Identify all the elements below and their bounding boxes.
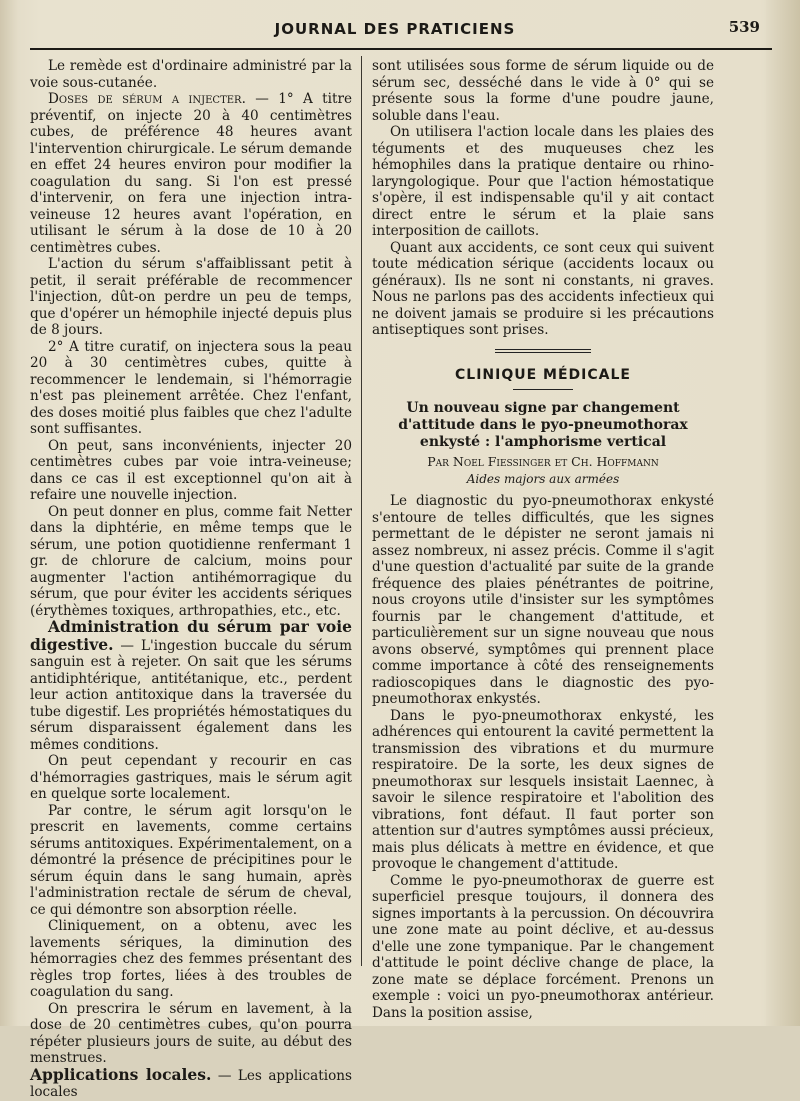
column-divider [361,56,362,966]
paragraph-text: — L'ingestion buccale du sérum sanguin est à rejeter. On sait que les sérums antidiphtérique, antitétanique, etc., perdent leur action antitoxique dans la traversée du tube digestif. Les propriétés hémostatiques du sérum disparaissent également dans les mêmes conditions. [30,637,352,753]
left-column [30,58,352,1101]
paragraph: On utilisera l'action locale dans les plaies des téguments et des muqueuses chez les hémophiles dans la pratique dentaire ou rhino-laryngologique. Pour que l'action hémostatique s'opère, il est indispensable qu'il y ait contact direct entre le sérum et la plaie sans interposition de caillots. [372,124,714,239]
paragraph: Par contre, le sérum agit lorsqu'on le prescrit en lavements, comme certains sérums antitoxiques. Expérimentalement, on a démontré la présence de précipitines pour le sérum équin dans le sang humain, après l'administration rectale de sérum de cheval, ce qui démontre son absorption réelle. [30,802,352,918]
section-title: CLINIQUE MÉDICALE [455,366,631,383]
paragraph: L'action du sérum s'affaiblissant petit à petit, il serait préférable de recommencer l'injection, dût-on perdre un peu de temps, que d'opérer un hémophile injecté depuis plus de 8 jours. [30,256,352,338]
journal-title: JOURNAL DES PRATICIENS [274,20,516,38]
authors-affiliation: Aides majors aux armées [466,471,620,486]
article-title: Un nouveau signe par changement d'attitude dans le pyo-pneumothorax enkysté : l'amphorisme vertical [398,400,688,450]
paragraph: Quant aux accidents, ce sont ceux qui suivent toute médication sérique (accidents locaux ou généraux). Ils ne sont ni constants, ni graves. Nous ne parlons pas des accidents infectieux qui ne doivent jamais se produire si les précautions antiseptiques sont prises. [372,239,714,338]
page-number: 539 [728,18,760,36]
paragraph: Le remède est d'ordinaire administré par la voie sous-cutanée. [30,58,352,91]
header-rule [30,48,772,50]
subheading: Applications locales. [30,1064,212,1084]
paragraph: 2° A titre curatif, on injectera sous la peau 20 à 30 centimètres cubes, quitte à recommencer le lendemain, si l'hémorragie n'est pas pleinement arrêtée. Chez l'enfant, des doses moitié plus faibles que chez l'adulte sont suffisantes. [30,338,352,437]
section-underline [513,389,573,390]
paragraph: Comme le pyo-pneumothorax de guerre est superficiel presque toujours, il donnera des signes importants à la percussion. On découvrira une zone mate au point déclive, et au-dessus d'elle une zone tympanique. Par le changement d'attitude le point déclive change de place, la zone mate se déplace forcément. Prenons un exemple : voici un pyo-pneumothorax antérieur. Dans la position assise, [372,872,714,1021]
paragraph: On peut donner en plus, comme fait Netter dans la diphtérie, en même temps que le sérum, une potion quotidienne renfermant 1 gr. de chlorure de calcium, moins pour augmenter l'action antihémorragique du sérum, que pour éviter les accidents sériques (érythèmes toxiques, arthropathies, etc., etc. [30,503,352,619]
page-header [30,14,760,44]
paragraph: On peut cependant y recourir en cas d'hémorragies gastriques, mais le sérum agit en quelque sorte localement. [30,753,352,802]
right-column [372,58,714,1021]
paragraph: On peut, sans inconvénients, injecter 20 centimètres cubes par voie intra-veineuse; dans ce cas il est exceptionnel qu'on ait à refaire une nouvelle injection. [30,437,352,503]
paragraph-text: — 1° A titre préventif, on injecte 20 à 40 centimètres cubes, de préférence 48 heures avant l'intervention chirurgicale. Le sérum demande en effet 24 heures environ pour modifier la coagulation du sang. Si l'on est pressé d'intervenir, on fera une injection intra-veineuse 12 heures avant l'opération, en utilisant le sérum à la dose de 10 à 20 centimètres cubes. [30,91,352,256]
paragraph: Cliniquement, on a obtenu, avec les lavements sériques, la diminution des hémorragies chez des femmes présentant des règles trop fortes, liées à des troubles de coagulation du sang. [30,918,352,1000]
paragraph: sont utilisées sous forme de sérum liquide ou de sérum sec, desséché dans le vide à 0° qui se présente sous la forme d'une poudre jaune, soluble dans l'eau. [372,58,714,124]
subheading: Administration du sérum par voie digestive. [30,617,352,654]
paragraph [30,619,352,753]
paragraph: On prescrira le sérum en lavement, à la dose de 20 centimètres cubes, qu'on pourra répéter plusieurs jours de suite, au début des menstrues. [30,1000,352,1066]
paragraph-text: — Les applications locales [30,1067,352,1100]
paragraph [30,91,352,256]
article-authors: Par Noel Fiessinger et Ch. Hoffmann [427,454,659,469]
paragraph: Dans le pyo-pneumothorax enkysté, les adhérences qui entourent la cavité permettent la transmission des vibrations et du murmure respiratoire. De la sorte, les deux signes de pneumothorax sur lesquels insistait Laennec, à savoir le silence respiratoire et l'abolition des vibrations, font défaut. Il faut porter son attention sur d'autres symptômes aussi précieux, mais plus délicats à mettre en évidence, et que provoque le changement d'attitude. [372,707,714,872]
run-in-heading: Doses de sérum a injecter. [48,91,246,107]
paragraph [30,1064,352,1101]
page-edge [766,0,800,1026]
section-divider [495,349,591,353]
paragraph: Le diagnostic du pyo-pneumothorax enkysté s'entoure de telles difficultés, que les signes permettant de le dépister ne seront jamais ni assez nombreux, ni assez précis. Comme il s'agit d'une question d'actualité par suite de la grande fréquence des plaies pénétrantes de poitrine, nous croyons utile d'insister sur les symptômes fournis par le changement d'attitude, et particulièrement sur un signe nouveau que nous avons observé, symptômes qui prennent place comme importance à côté des renseignements radioscopiques dans le diagnostic des pyo-pneumothorax enkystés. [372,493,714,707]
